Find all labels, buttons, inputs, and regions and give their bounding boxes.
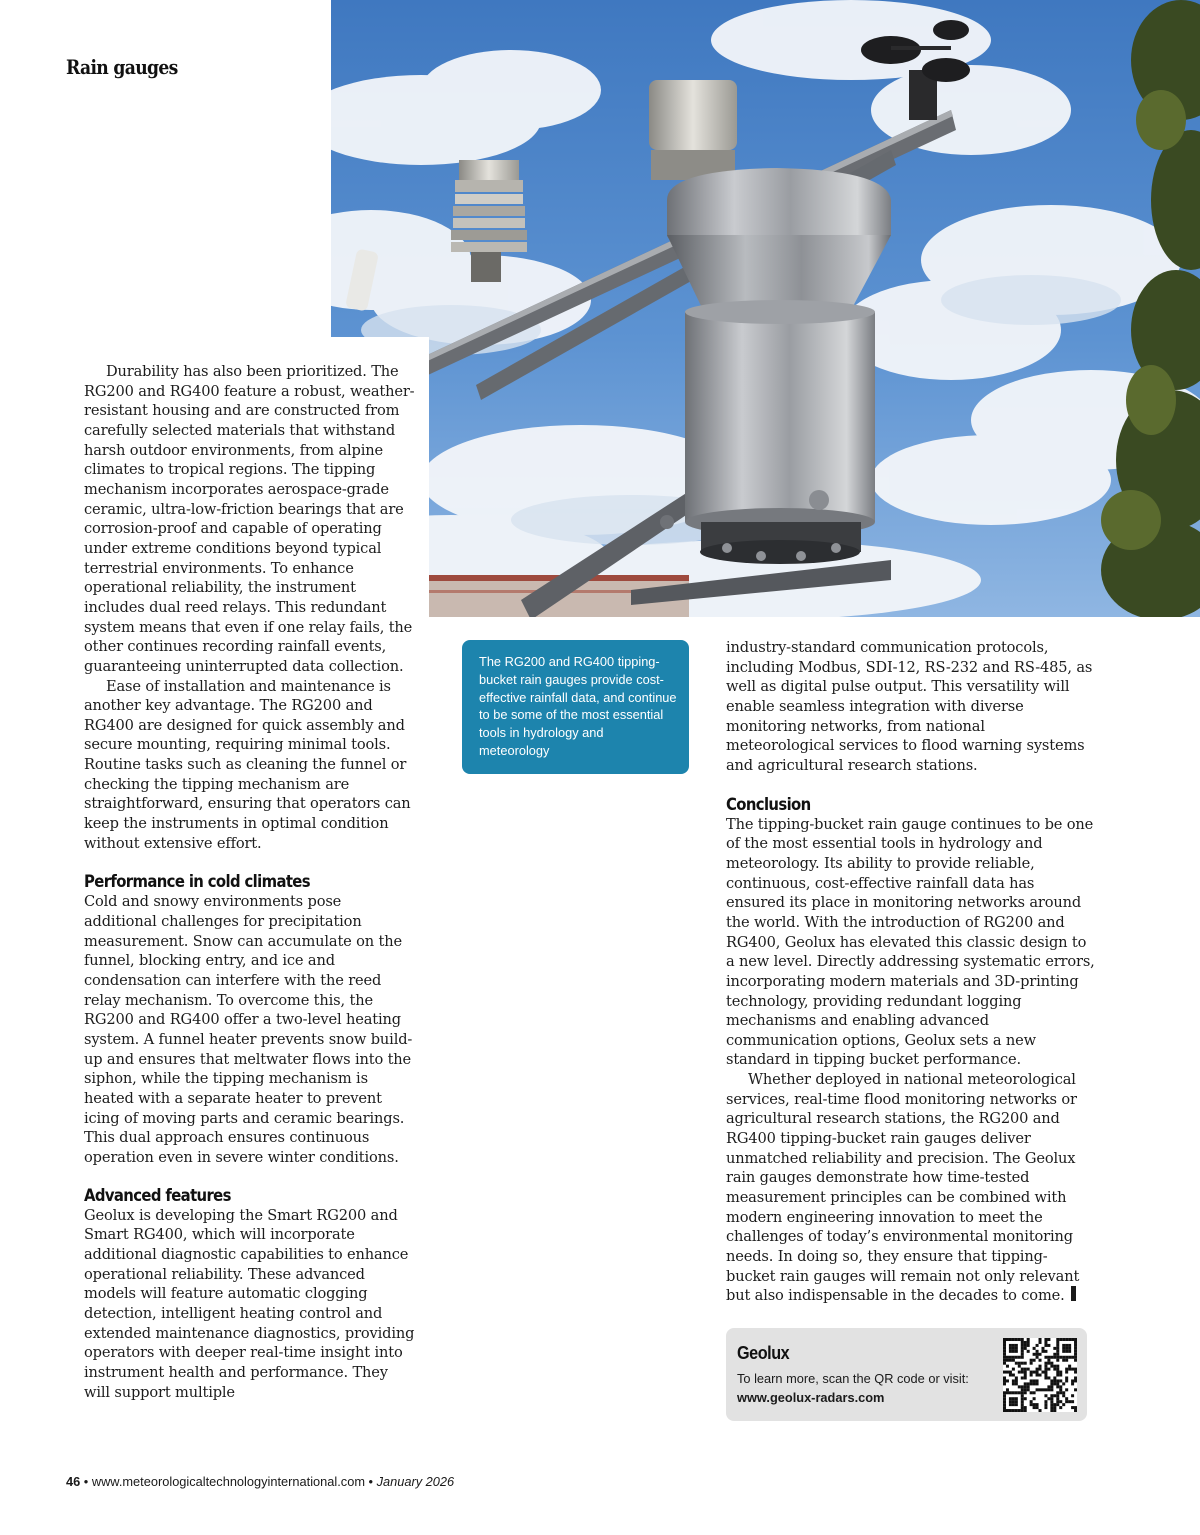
rain-gauge-photo [331, 0, 1200, 617]
page-number: 46 [66, 1474, 81, 1489]
footer-separator: • [364, 1474, 377, 1489]
paragraph-durability: Durability has also been prioritized. The RG200 and RG400 feature a robust, weather-resistant housing and are constructed from carefully selected materials that withstand harsh outdoor environments, from alpine climates to tropical regions. The tipping mechanism incorporates aerospace-grade ceramic, ultra-low-friction bearings that are corrosion-proof and capable of operating under extreme conditions beyond typical terrestrial environments. To enhance operational reliability, the instrument includes dual reed relays. This redundant system means that even if one relay fails, the other continues recording rainfall events, guaranteeing uninterrupted data collection. [84, 363, 415, 675]
info-box-text [737, 1369, 987, 1407]
section-tag: Rain gauges [66, 55, 178, 79]
qr-code-icon[interactable] [1003, 1338, 1077, 1412]
info-box-url[interactable]: www.geolux-radars.com [737, 1390, 885, 1405]
info-box-title: Geolux [737, 1343, 790, 1363]
paragraph-advanced-features: Geolux is developing the Smart RG200 and Smart RG400, which will incorporate additional diagnostic capabilities to enhance operational reliability. These advanced models will feature automatic clogging detection, intelligent heating control and extended maintenance diagnostics, providing operators with deeper real-time insight into instrument health and performance. They will support multiple [84, 1206, 415, 1401]
heading-conclusion: Conclusion [726, 794, 811, 814]
heading-advanced-features: Advanced features [84, 1185, 231, 1205]
photo-caption: The RG200 and RG400 tipping-bucket rain gauges provide cost-effective rainfall data, and continue to be some of the most essential tools in hydrology and meteorology [462, 640, 689, 774]
paragraph-cold-climates: Cold and snowy environments pose additional challenges for precipitation measurement. Snow can accumulate on the funnel, blocking entry, and ice and condensation can interfere with the reed relay mechanism. To overcome this, the RG200 and RG400 offer a two-level heating system. A funnel heater prevents snow build-up and ensures that meltwater flows into the siphon, while the tipping mechanism is heated with a separate heater to prevent icing of moving parts and ceramic bearings. This dual approach ensures continuous operation even in severe winter conditions. [84, 893, 413, 1166]
paragraph-installation: Ease of installation and maintenance is another key advantage. The RG200 and RG400 are designed for quick assembly and secure mounting, requiring minimal tools. Routine tasks such as cleaning the funnel or checking the tipping mechanism are straightforward, ensuring that operators can keep the instruments in optimal condition without extensive effort. [84, 677, 411, 852]
left-column [84, 362, 416, 1402]
paragraph-protocols: industry-standard communication protocols, including Modbus, SDI-12, RS-232 and RS-485, as well as digital pulse output. This versatility will enable seamless integration with diverse monitoring networks, from national meteorological services to flood warning systems and agricultural research stations. [726, 639, 1093, 774]
geolux-info-box [726, 1328, 1087, 1421]
footer-separator: • [80, 1474, 92, 1489]
page-footer [66, 1474, 454, 1489]
paragraph-conclusion-2-text: Whether deployed in national meteorological services, real-time flood monitoring networks or agricultural research stations, the RG200 and RG400 tipping-bucket rain gauges deliver unmatched reliability and precision. The Geolux rain gauges demonstrate how time-tested measurement principles can be combined with modern engineering innovation to meet the challenges of today’s environmental monitoring needs. In doing so, they ensure that tipping-bucket rain gauges will remain not only relevant but also indispensable in the decades to come. [726, 1071, 1080, 1305]
right-column [726, 638, 1096, 1306]
footer-website: www.meteorologicaltechnologyinternational.com [91, 1474, 365, 1489]
footer-issue-date: January 2026 [376, 1474, 455, 1489]
heading-cold-climates: Performance in cold climates [84, 872, 310, 892]
end-of-article-mark [1071, 1286, 1076, 1301]
paragraph-conclusion-1: The tipping-bucket rain gauge continues to be one of the most essential tools in hydrology and meteorology. Its ability to provide reliable, continuous, cost-effective rainfall data has ensured its place in monitoring networks around the world. With the introduction of RG200 and RG400, Geolux has elevated this classic design to a new level. Directly addressing systematic errors, incorporating modern materials and 3D-printing technology, providing redundant logging mechanisms and enabling advanced communication options, Geolux sets a new standard in tipping bucket performance. [726, 815, 1095, 1069]
info-box-instruction: To learn more, scan the QR code or visit: [737, 1371, 969, 1386]
paragraph-conclusion-2 [726, 1070, 1096, 1306]
